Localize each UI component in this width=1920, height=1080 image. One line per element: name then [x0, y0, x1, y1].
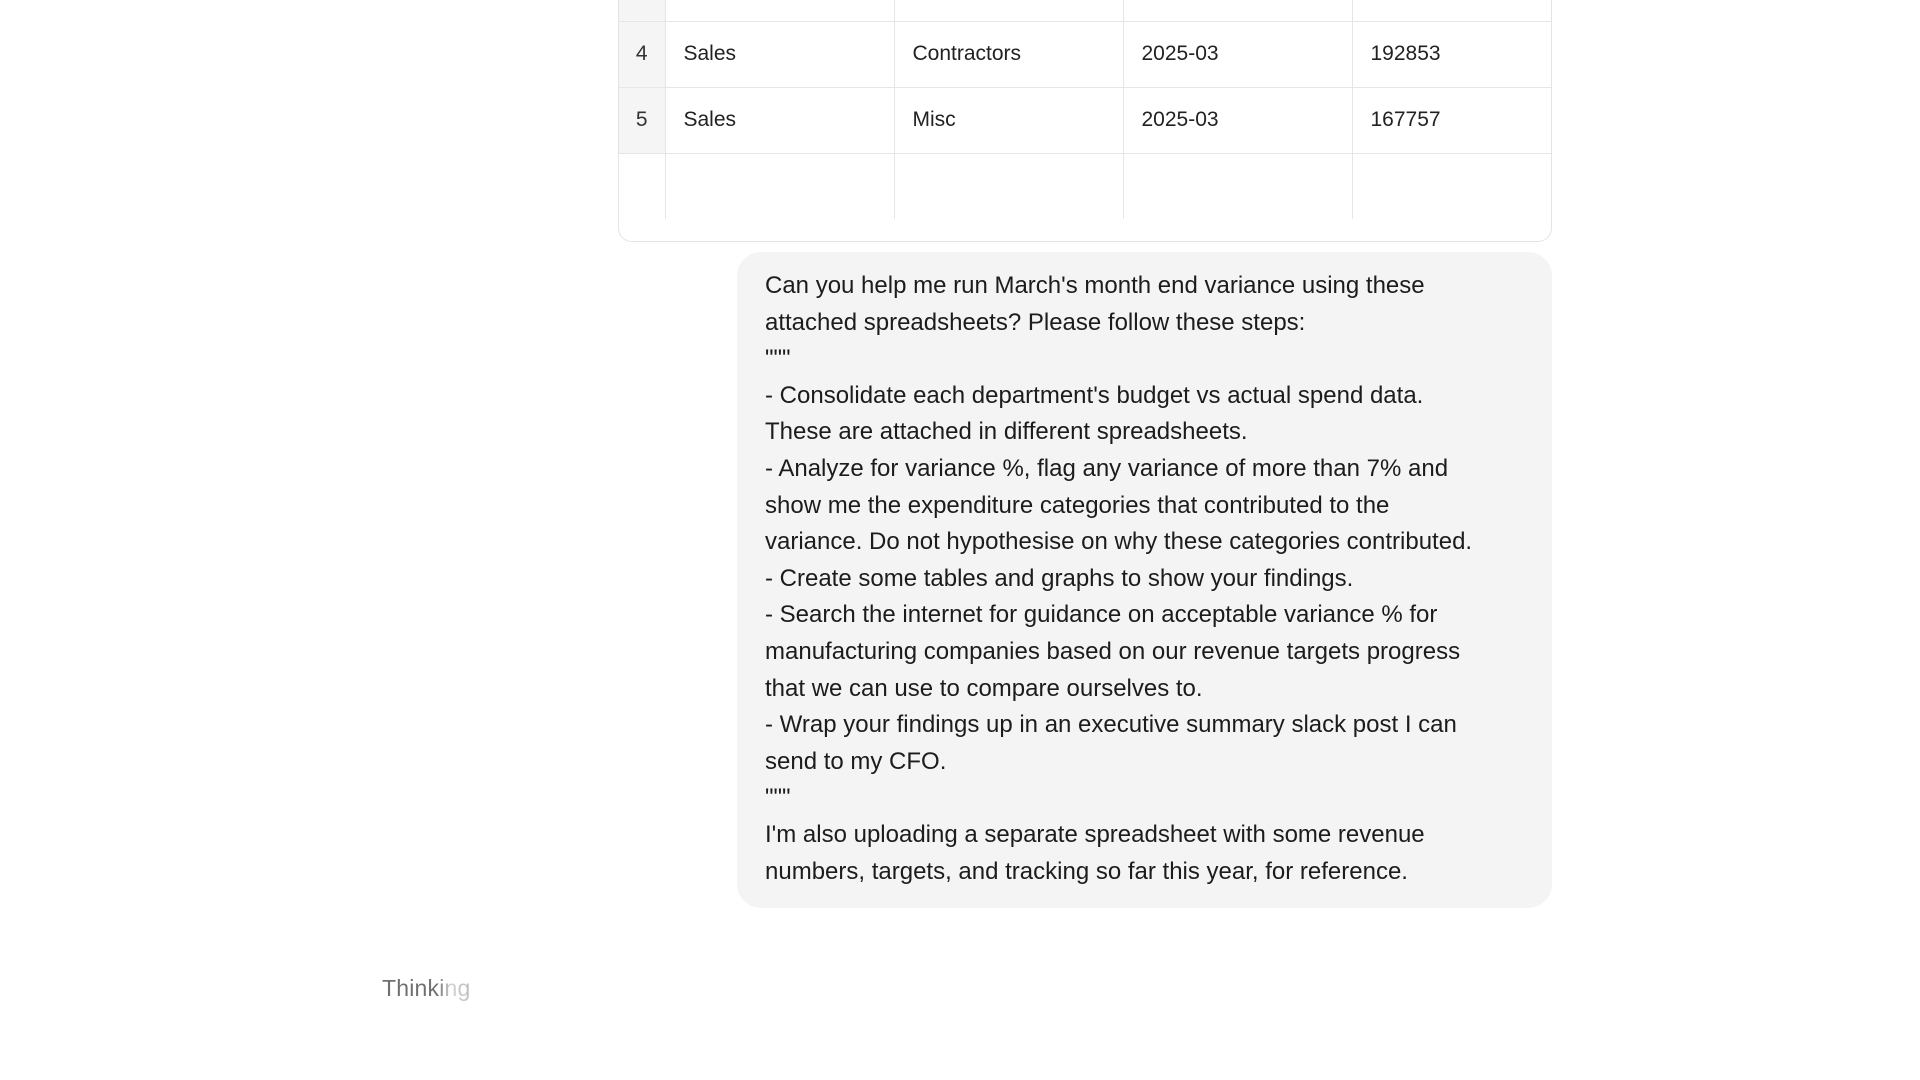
- table-row-empty: [619, 153, 1552, 219]
- amount-cell: [1352, 153, 1552, 219]
- period-cell: 2025-03: [1123, 87, 1352, 153]
- message-line: manufacturing companies based on our revenue targets progress: [765, 637, 1461, 665]
- message-line: - Consolidate each department's budget vs actual spend data.: [765, 381, 1424, 409]
- message-line: Can you help me run March's month end variance using these: [765, 272, 1425, 299]
- message-line: I'm also uploading a separate spreadsheet with some revenue: [765, 820, 1425, 848]
- department-cell: [665, 153, 894, 219]
- message-line: """: [765, 345, 791, 373]
- row-number: 5: [619, 87, 665, 153]
- message-line: - Wrap your findings up in an executive summary slack post I can: [765, 711, 1457, 739]
- department-cell: Sales: [665, 87, 894, 153]
- table-row: [619, 87, 1552, 153]
- message-line: that we can use to compare ourselves to.: [765, 674, 1203, 702]
- message-line: send to my CFO.: [765, 747, 947, 775]
- message-line: - Analyze for variance %, flag any variance of more than 7% and: [765, 454, 1449, 482]
- period-cell: 2025-03: [1123, 21, 1352, 87]
- message-line: variance. Do not hypothesise on why these categories contributed.: [765, 528, 1473, 556]
- thinking-indicator: Thinking: [382, 975, 471, 1001]
- table-row: [619, 0, 1552, 21]
- message-line: - Create some tables and graphs to show your findings.: [765, 564, 1354, 592]
- department-cell: [665, 0, 894, 21]
- message-line: numbers, targets, and tracking so far this year, for reference.: [765, 857, 1408, 885]
- row-number: 4: [619, 21, 665, 87]
- amount-cell: 192853: [1352, 21, 1552, 87]
- message-line: show me the expenditure categories that contributed to the: [765, 491, 1390, 519]
- category-cell: Contractors: [894, 21, 1123, 87]
- message-line: """: [765, 784, 791, 812]
- spreadsheet-table: [619, 0, 1552, 219]
- message-line: attached spreadsheets? Please follow these steps:: [765, 308, 1306, 336]
- category-cell: Misc: [894, 87, 1123, 153]
- row-number: [619, 153, 665, 219]
- amount-cell: [1352, 0, 1552, 21]
- spreadsheet-preview[interactable]: [618, 0, 1552, 242]
- period-cell: [1123, 0, 1352, 21]
- category-cell: [894, 153, 1123, 219]
- department-cell: Sales: [665, 21, 894, 87]
- user-message-bubble: [737, 252, 1552, 908]
- message-line: These are attached in different spreadsheets.: [765, 418, 1248, 446]
- period-cell: [1123, 153, 1352, 219]
- category-cell: [894, 0, 1123, 21]
- table-row: [619, 21, 1552, 87]
- amount-cell: 167757: [1352, 87, 1552, 153]
- message-line: - Search the internet for guidance on acceptable variance % for: [765, 601, 1438, 629]
- row-number: [619, 0, 665, 21]
